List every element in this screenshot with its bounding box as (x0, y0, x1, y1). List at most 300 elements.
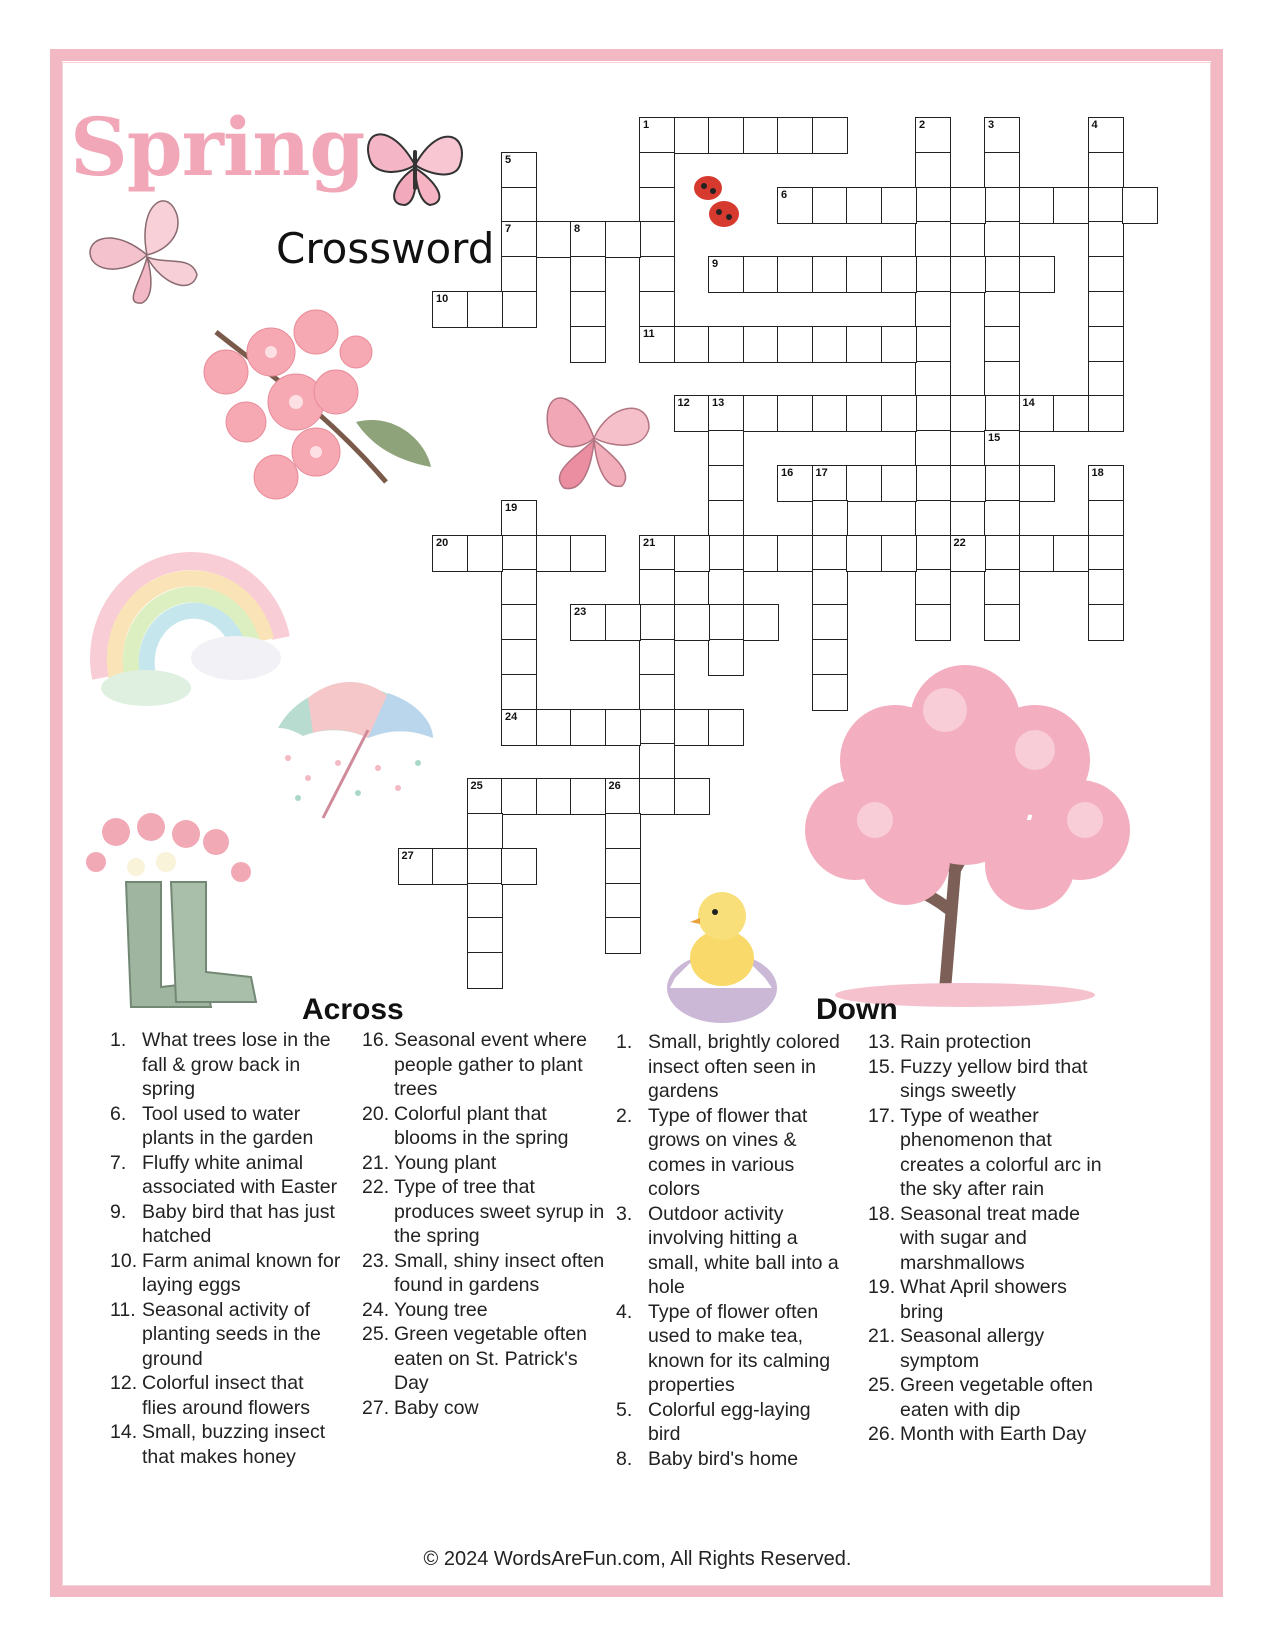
clue-text: Colorful plant that blooms in the spring (394, 1102, 569, 1149)
cherry-blossom-icon (176, 292, 436, 517)
grid-cell[interactable] (570, 709, 606, 746)
grid-cell[interactable] (501, 535, 537, 572)
grid-cell[interactable] (950, 535, 986, 572)
rain-boots-icon (76, 812, 266, 1017)
grid-cell[interactable] (881, 256, 917, 293)
grid-cell[interactable] (536, 709, 572, 746)
clue-text: Small, buzzing insect that makes honey (142, 1421, 326, 1468)
grid-cell[interactable] (984, 430, 1020, 467)
grid-cell[interactable] (915, 256, 951, 293)
grid-cell[interactable] (432, 848, 468, 885)
clue-down-26 (868, 1422, 1108, 1447)
grid-cell[interactable] (743, 326, 779, 363)
clue-down-17 (868, 1104, 1108, 1202)
grid-cell[interactable] (639, 117, 675, 154)
grid-cell[interactable] (708, 569, 744, 606)
clue-down-4 (616, 1300, 848, 1398)
clue-text: Baby bird's home (648, 1447, 799, 1470)
grid-cell[interactable] (812, 256, 848, 293)
clue-text: Type of weather phenomenon that creates a colorful arc in the sky after rain (900, 1104, 1102, 1200)
grid-cell[interactable] (674, 778, 710, 815)
grid-cell[interactable] (881, 395, 917, 432)
grid-cell[interactable] (674, 535, 710, 572)
grid-cell[interactable] (1088, 117, 1124, 154)
grid-cell[interactable] (501, 221, 537, 258)
clue-number: 21. (868, 1325, 896, 1347)
grid-cell[interactable] (605, 778, 641, 815)
grid-cell[interactable] (1088, 395, 1124, 432)
clue-number: 1. (616, 1031, 633, 1053)
clue-text: Small, brightly colored insect often seen in gardens (648, 1031, 840, 1102)
clue-across-22 (362, 1175, 607, 1249)
grid-cell-number: 17 (815, 467, 828, 479)
grid-cell[interactable] (743, 604, 779, 641)
grid-cell[interactable] (605, 604, 641, 641)
across-clues-col-2 (362, 1028, 607, 1420)
grid-cell[interactable] (501, 500, 537, 537)
grid-cell[interactable] (605, 813, 641, 850)
grid-cell[interactable] (984, 152, 1020, 189)
grid-cell[interactable] (501, 152, 537, 189)
grid-cell[interactable] (915, 395, 951, 432)
grid-cell[interactable] (605, 221, 641, 258)
grid-cell[interactable] (777, 326, 813, 363)
grid-cell[interactable] (881, 535, 917, 572)
grid-cell[interactable] (812, 639, 848, 676)
clue-text: What April showers bring (900, 1276, 1067, 1323)
grid-cell[interactable] (570, 291, 606, 328)
grid-cell[interactable] (915, 465, 951, 502)
grid-cell-number: 21 (643, 536, 656, 549)
grid-cell-number: 2 (919, 119, 926, 131)
clue-down-25 (868, 1373, 1108, 1422)
title-crossword: Crossword (276, 224, 495, 273)
umbrella-icon (268, 668, 440, 830)
grid-cell[interactable] (950, 465, 986, 502)
grid-cell[interactable] (984, 256, 1020, 293)
grid-cell[interactable] (501, 256, 537, 293)
down-clues-col-1 (616, 1030, 848, 1471)
title-spring: Spring (70, 100, 365, 194)
grid-cell[interactable] (846, 465, 882, 502)
clue-across-10 (110, 1249, 342, 1298)
grid-cell[interactable] (984, 221, 1020, 258)
clue-text: Seasonal event where people gather to plant trees (394, 1029, 587, 1100)
clue-number: 10. (110, 1249, 138, 1272)
grid-cell[interactable] (467, 848, 503, 885)
grid-cell[interactable] (915, 117, 951, 154)
grid-cell[interactable] (570, 326, 606, 363)
grid-cell-number: 3 (988, 119, 995, 131)
grid-cell[interactable] (536, 535, 572, 572)
grid-cell[interactable] (536, 778, 572, 815)
rainbow-icon (86, 528, 291, 708)
grid-cell[interactable] (1053, 535, 1089, 572)
grid-cell[interactable] (639, 639, 675, 676)
grid-cell[interactable] (501, 569, 537, 606)
grid-cell[interactable] (501, 674, 537, 711)
clue-number: 15. (868, 1055, 896, 1078)
clue-number: 6. (110, 1102, 127, 1125)
grid-cell[interactable] (639, 535, 675, 572)
grid-cell[interactable] (812, 535, 848, 572)
across-heading: Across (302, 993, 404, 1026)
clue-text: Baby cow (394, 1396, 479, 1419)
grid-cell[interactable] (777, 465, 813, 502)
grid-cell[interactable] (1088, 221, 1124, 258)
clue-text: Seasonal activity of planting seeds in the ground (142, 1298, 321, 1370)
grid-cell[interactable] (639, 221, 675, 258)
clue-across-11 (110, 1298, 342, 1372)
grid-cell[interactable] (501, 187, 537, 224)
grid-cell[interactable] (570, 604, 606, 641)
clue-number: 21. (362, 1151, 390, 1174)
clue-down-3 (616, 1202, 848, 1300)
clue-number: 11. (110, 1298, 136, 1321)
grid-cell[interactable] (812, 569, 848, 606)
grid-cell[interactable] (1088, 187, 1124, 224)
grid-cell-number: 8 (574, 223, 581, 236)
grid-cell[interactable] (984, 465, 1020, 502)
down-clues-col-2 (868, 1030, 1108, 1447)
clue-number: 26. (868, 1423, 896, 1445)
clue-text: Young tree (394, 1298, 488, 1321)
clue-number: 18. (868, 1202, 896, 1225)
grid-cell[interactable] (501, 848, 537, 885)
grid-cell[interactable] (708, 395, 744, 432)
clue-text: Young plant (394, 1151, 497, 1174)
clue-down-5 (616, 1398, 848, 1447)
clue-number: 25. (868, 1374, 896, 1396)
grid-cell[interactable] (1088, 256, 1124, 293)
grid-cell-number: 27 (401, 849, 414, 862)
clue-across-16 (362, 1028, 607, 1102)
grid-cell[interactable] (467, 952, 503, 989)
grid-cell[interactable] (984, 395, 1020, 432)
clue-across-21 (362, 1151, 607, 1176)
grid-cell[interactable] (1019, 187, 1055, 224)
clue-number: 9. (110, 1200, 127, 1223)
copyright: © 2024 WordsAreFun.com, All Rights Reserved. (423, 1548, 852, 1570)
clue-text: Type of flower often used to make tea, known for its calming properties (648, 1300, 831, 1396)
grid-cell[interactable] (950, 256, 986, 293)
clue-down-21 (868, 1324, 1108, 1373)
grid-cell[interactable] (846, 326, 882, 363)
grid-cell-number: 12 (677, 397, 690, 410)
across-clues-col-1 (110, 1028, 342, 1469)
grid-cell[interactable] (846, 187, 882, 224)
clue-down-15 (868, 1055, 1108, 1104)
clue-text: What trees lose in the fall & grow back in spring (142, 1029, 331, 1100)
clue-text: Seasonal allergy symptom (900, 1325, 1045, 1372)
grid-cell[interactable] (467, 778, 503, 815)
clue-number: 22. (362, 1176, 390, 1198)
grid-cell[interactable] (984, 187, 1020, 224)
grid-cell[interactable] (639, 187, 675, 224)
clue-number: 4. (616, 1300, 633, 1323)
grid-cell[interactable] (915, 500, 951, 537)
clue-text: Type of flower that grows on vines & comes in various colors (648, 1104, 808, 1200)
grid-cell[interactable] (984, 117, 1020, 154)
chick-icon (660, 878, 785, 1028)
grid-cell[interactable] (639, 291, 675, 328)
grid-cell[interactable] (777, 187, 813, 224)
grid-cell[interactable] (1088, 465, 1124, 502)
grid-cell[interactable] (570, 256, 606, 293)
grid-cell[interactable] (1019, 535, 1055, 572)
clue-across-14 (110, 1420, 342, 1469)
grid-cell[interactable] (674, 395, 710, 432)
grid-cell[interactable] (812, 326, 848, 363)
grid-cell[interactable] (605, 709, 641, 746)
grid-cell[interactable] (708, 256, 744, 293)
ladybug-icon (686, 168, 746, 234)
grid-cell[interactable] (812, 604, 848, 641)
grid-cell-number: 9 (712, 258, 719, 271)
grid-cell[interactable] (915, 569, 951, 606)
clue-number: 12. (110, 1372, 138, 1394)
grid-cell[interactable] (915, 535, 951, 572)
grid-cell[interactable] (915, 361, 951, 398)
grid-cell[interactable] (570, 778, 606, 815)
clue-text: Colorful insect that flies around flowers (142, 1372, 310, 1419)
grid-cell[interactable] (432, 535, 468, 572)
grid-cell[interactable] (950, 395, 986, 432)
grid-cell[interactable] (984, 569, 1020, 606)
grid-cell[interactable] (743, 256, 779, 293)
grid-cell[interactable] (915, 221, 951, 258)
clue-across-27 (362, 1396, 607, 1421)
grid-cell[interactable] (674, 117, 710, 154)
clue-text: Tool used to water plants in the garden (142, 1102, 314, 1149)
clue-number: 17. (868, 1104, 896, 1127)
grid-cell[interactable] (881, 326, 917, 363)
clue-number: 5. (616, 1398, 633, 1421)
grid-cell[interactable] (501, 778, 537, 815)
clue-number: 8. (616, 1447, 633, 1470)
grid-cell[interactable] (915, 604, 951, 641)
clue-across-6 (110, 1102, 342, 1151)
grid-cell[interactable] (846, 395, 882, 432)
grid-cell[interactable] (743, 535, 779, 572)
grid-cell[interactable] (812, 187, 848, 224)
grid-cell[interactable] (708, 430, 744, 467)
grid-cell[interactable] (639, 604, 675, 641)
grid-cell[interactable] (915, 430, 951, 467)
grid-cell[interactable] (398, 848, 434, 885)
grid-cell[interactable] (984, 500, 1020, 537)
clue-number: 2. (616, 1104, 633, 1127)
grid-cell[interactable] (1019, 256, 1055, 293)
grid-cell[interactable] (777, 535, 813, 572)
grid-cell[interactable] (501, 291, 537, 328)
grid-cell-number: 16 (781, 467, 794, 479)
grid-cell[interactable] (812, 465, 848, 502)
grid-cell[interactable] (639, 778, 675, 815)
grid-cell[interactable] (984, 291, 1020, 328)
grid-cell[interactable] (1088, 500, 1124, 537)
grid-cell-number: 14 (1022, 397, 1035, 410)
grid-cell[interactable] (501, 604, 537, 641)
grid-cell[interactable] (812, 500, 848, 537)
grid-cell-number: 5 (505, 153, 512, 166)
clue-across-7 (110, 1151, 342, 1200)
grid-cell-number: 10 (436, 293, 449, 305)
grid-cell[interactable] (605, 848, 641, 885)
clue-number: 7. (110, 1151, 127, 1174)
grid-cell[interactable] (708, 604, 744, 641)
grid-cell[interactable] (743, 395, 779, 432)
grid-cell[interactable] (501, 709, 537, 746)
clue-text: Fuzzy yellow bird that sings sweetly (900, 1055, 1088, 1102)
grid-cell[interactable] (812, 117, 848, 154)
grid-cell[interactable] (639, 743, 675, 780)
grid-cell[interactable] (743, 117, 779, 154)
clue-across-1 (110, 1028, 342, 1102)
clue-text: Green vegetable often eaten on St. Patrick's Day (394, 1323, 587, 1394)
grid-cell[interactable] (432, 291, 468, 328)
clue-text: Outdoor activity involving hitting a small, white ball into a hole (648, 1202, 839, 1298)
grid-cell[interactable] (915, 152, 951, 189)
grid-cell[interactable] (950, 187, 986, 224)
clue-across-24 (362, 1298, 607, 1323)
grid-cell[interactable] (984, 326, 1020, 363)
clue-text: Green vegetable often eaten with dip (900, 1374, 1093, 1421)
grid-cell[interactable] (1088, 361, 1124, 398)
grid-cell[interactable] (639, 256, 675, 293)
clue-number: 24. (362, 1298, 390, 1321)
grid-cell[interactable] (467, 291, 503, 328)
clue-across-12 (110, 1371, 342, 1420)
grid-cell-number: 15 (988, 432, 1001, 445)
grid-cell[interactable] (1053, 395, 1089, 432)
grid-cell[interactable] (639, 152, 675, 189)
grid-cell[interactable] (674, 709, 710, 746)
grid-cell[interactable] (708, 326, 744, 363)
grid-cell[interactable] (1053, 187, 1089, 224)
grid-cell[interactable] (639, 569, 675, 606)
butterfly-icon (534, 378, 659, 498)
grid-cell[interactable] (605, 917, 641, 954)
clue-number: 3. (616, 1202, 633, 1225)
clue-text: Seasonal treat made with sugar and marshmallows (900, 1202, 1080, 1274)
grid-cell[interactable] (536, 221, 572, 258)
clue-text: Small, shiny insect often found in gardens (394, 1249, 605, 1296)
grid-cell[interactable] (915, 291, 951, 328)
grid-cell[interactable] (605, 883, 641, 920)
clue-text: Fluffy white animal associated with Easter (142, 1151, 338, 1198)
grid-cell[interactable] (777, 256, 813, 293)
grid-cell[interactable] (501, 639, 537, 676)
clue-across-9 (110, 1200, 342, 1249)
clue-number: 14. (110, 1421, 138, 1443)
grid-cell[interactable] (1019, 465, 1055, 502)
clue-text: Type of tree that produces sweet syrup in the spring (394, 1176, 605, 1247)
grid-cell[interactable] (708, 117, 744, 154)
grid-cell[interactable] (467, 535, 503, 572)
grid-cell[interactable] (1019, 395, 1055, 432)
grid-cell[interactable] (812, 674, 848, 711)
clue-text: Farm animal known for laying eggs (142, 1249, 341, 1296)
clue-number: 16. (362, 1029, 390, 1051)
butterfly-icon (360, 110, 470, 220)
grid-cell[interactable] (467, 917, 503, 954)
clue-text: Month with Earth Day (900, 1423, 1087, 1445)
clue-text: Baby bird that has just hatched (142, 1200, 335, 1247)
grid-cell-number: 19 (505, 501, 518, 514)
grid-cell-number: 6 (781, 188, 788, 201)
grid-cell[interactable] (915, 326, 951, 363)
clue-number: 13. (868, 1031, 896, 1053)
grid-cell-number: 25 (470, 780, 483, 793)
clue-text: Rain protection (900, 1031, 1032, 1053)
grid-cell[interactable] (708, 709, 744, 746)
grid-cell-number: 23 (574, 606, 587, 619)
grid-cell[interactable] (1088, 569, 1124, 606)
grid-cell[interactable] (881, 465, 917, 502)
grid-cell[interactable] (777, 117, 813, 154)
clue-text: Colorful egg-laying bird (648, 1398, 811, 1445)
grid-cell[interactable] (467, 883, 503, 920)
grid-cell-number: 24 (505, 710, 518, 723)
grid-cell[interactable] (1088, 291, 1124, 328)
clue-down-18 (868, 1202, 1108, 1276)
grid-cell[interactable] (708, 639, 744, 676)
grid-cell[interactable] (1088, 535, 1124, 572)
grid-cell[interactable] (812, 395, 848, 432)
grid-cell[interactable] (708, 535, 744, 572)
grid-cell[interactable] (639, 709, 675, 746)
grid-cell[interactable] (570, 221, 606, 258)
clue-across-25 (362, 1322, 607, 1396)
clue-number: 20. (362, 1102, 390, 1125)
grid-cell[interactable] (1088, 326, 1124, 363)
grid-cell[interactable] (674, 604, 710, 641)
grid-cell[interactable] (1122, 187, 1158, 224)
grid-cell-number: 22 (953, 536, 966, 549)
grid-cell-number: 1 (643, 119, 650, 131)
grid-cell[interactable] (777, 395, 813, 432)
grid-cell[interactable] (639, 674, 675, 711)
grid-cell-number: 18 (1091, 467, 1104, 479)
grid-cell[interactable] (1088, 152, 1124, 189)
grid-cell[interactable] (984, 535, 1020, 572)
grid-cell[interactable] (915, 187, 951, 224)
grid-cell-number: 11 (643, 327, 655, 340)
grid-cell[interactable] (674, 326, 710, 363)
grid-cell-number: 13 (712, 397, 725, 410)
grid-cell-number: 7 (505, 223, 512, 236)
grid-cell-number: 4 (1091, 119, 1098, 131)
grid-cell[interactable] (639, 326, 675, 363)
grid-cell[interactable] (846, 535, 882, 572)
clue-across-23 (362, 1249, 607, 1298)
grid-cell[interactable] (708, 500, 744, 537)
grid-cell[interactable] (570, 535, 606, 572)
clue-down-13 (868, 1030, 1108, 1055)
grid-cell[interactable] (881, 187, 917, 224)
clue-down-2 (616, 1104, 848, 1202)
grid-cell[interactable] (467, 813, 503, 850)
grid-cell[interactable] (846, 256, 882, 293)
clue-number: 23. (362, 1249, 390, 1272)
clue-across-20 (362, 1102, 607, 1151)
grid-cell[interactable] (984, 604, 1020, 641)
grid-cell[interactable] (1088, 604, 1124, 641)
grid-cell[interactable] (708, 465, 744, 502)
down-heading: Down (816, 993, 898, 1026)
grid-cell[interactable] (984, 361, 1020, 398)
